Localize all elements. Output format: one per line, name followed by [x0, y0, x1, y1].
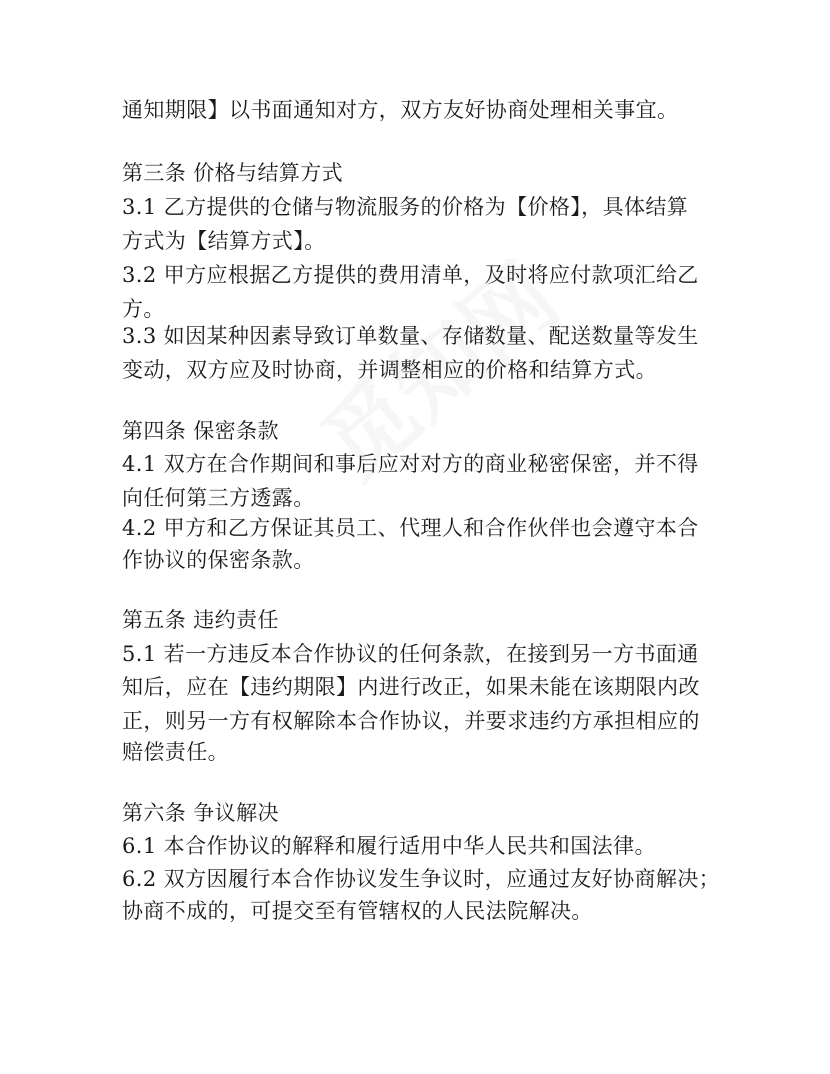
section-heading: 第六条 争议解决 [122, 801, 279, 825]
section-heading: 第四条 保密条款 [122, 419, 279, 443]
paragraph-line: 6.1 本合作协议的解释和履行适用中华人民共和国法律。 [122, 834, 656, 858]
paragraph-line: 作协议的保密条款。 [122, 548, 315, 572]
paragraph-line: 变动，双方应及时协商，并调整相应的价格和结算方式。 [122, 358, 657, 382]
paragraph-line: 3.1 乙方提供的仓储与物流服务的价格为【价格】，具体结算 [122, 195, 689, 219]
paragraph-line: 6.2 双方因履行本合作协议发生争议时，应通过友好协商解决； [122, 867, 721, 891]
paragraph-line: 4.1 双方在合作期间和事后应对对方的商业秘密保密，并不得 [122, 452, 699, 476]
paragraph-line: 正，则另一方有权解除本合作协议，并要求违约方承担相应的 [122, 709, 700, 733]
paragraph-line: 通知期限】以书面通知对方，双方友好协商处理相关事宜。 [122, 98, 679, 122]
paragraph-line: 知后，应在【违约期限】内进行改正，如果未能在该期限内改 [122, 675, 700, 699]
paragraph-line: 向任何第三方透露。 [122, 486, 315, 510]
paragraph-line: 方。 [122, 297, 165, 321]
paragraph-line: 3.2 甲方应根据乙方提供的费用清单，及时将应付款项汇给乙 [122, 263, 699, 287]
paragraph-line: 3.3 如因某种因素导致订单数量、存储数量、配送数量等发生 [122, 324, 699, 348]
paragraph-line: 4.2 甲方和乙方保证其员工、代理人和合作伙伴也会遵守本合 [122, 516, 699, 540]
paragraph-line: 5.1 若一方违反本合作协议的任何条款，在接到另一方书面通 [122, 642, 699, 666]
paragraph-line: 方式为【结算方式】。 [122, 229, 326, 253]
paragraph-line: 赔偿责任。 [122, 740, 229, 764]
section-heading: 第五条 违约责任 [122, 608, 279, 632]
section-heading: 第三条 价格与结算方式 [122, 161, 344, 185]
paragraph-line: 协商不成的，可提交至有管辖权的人民法院解决。 [122, 899, 593, 923]
